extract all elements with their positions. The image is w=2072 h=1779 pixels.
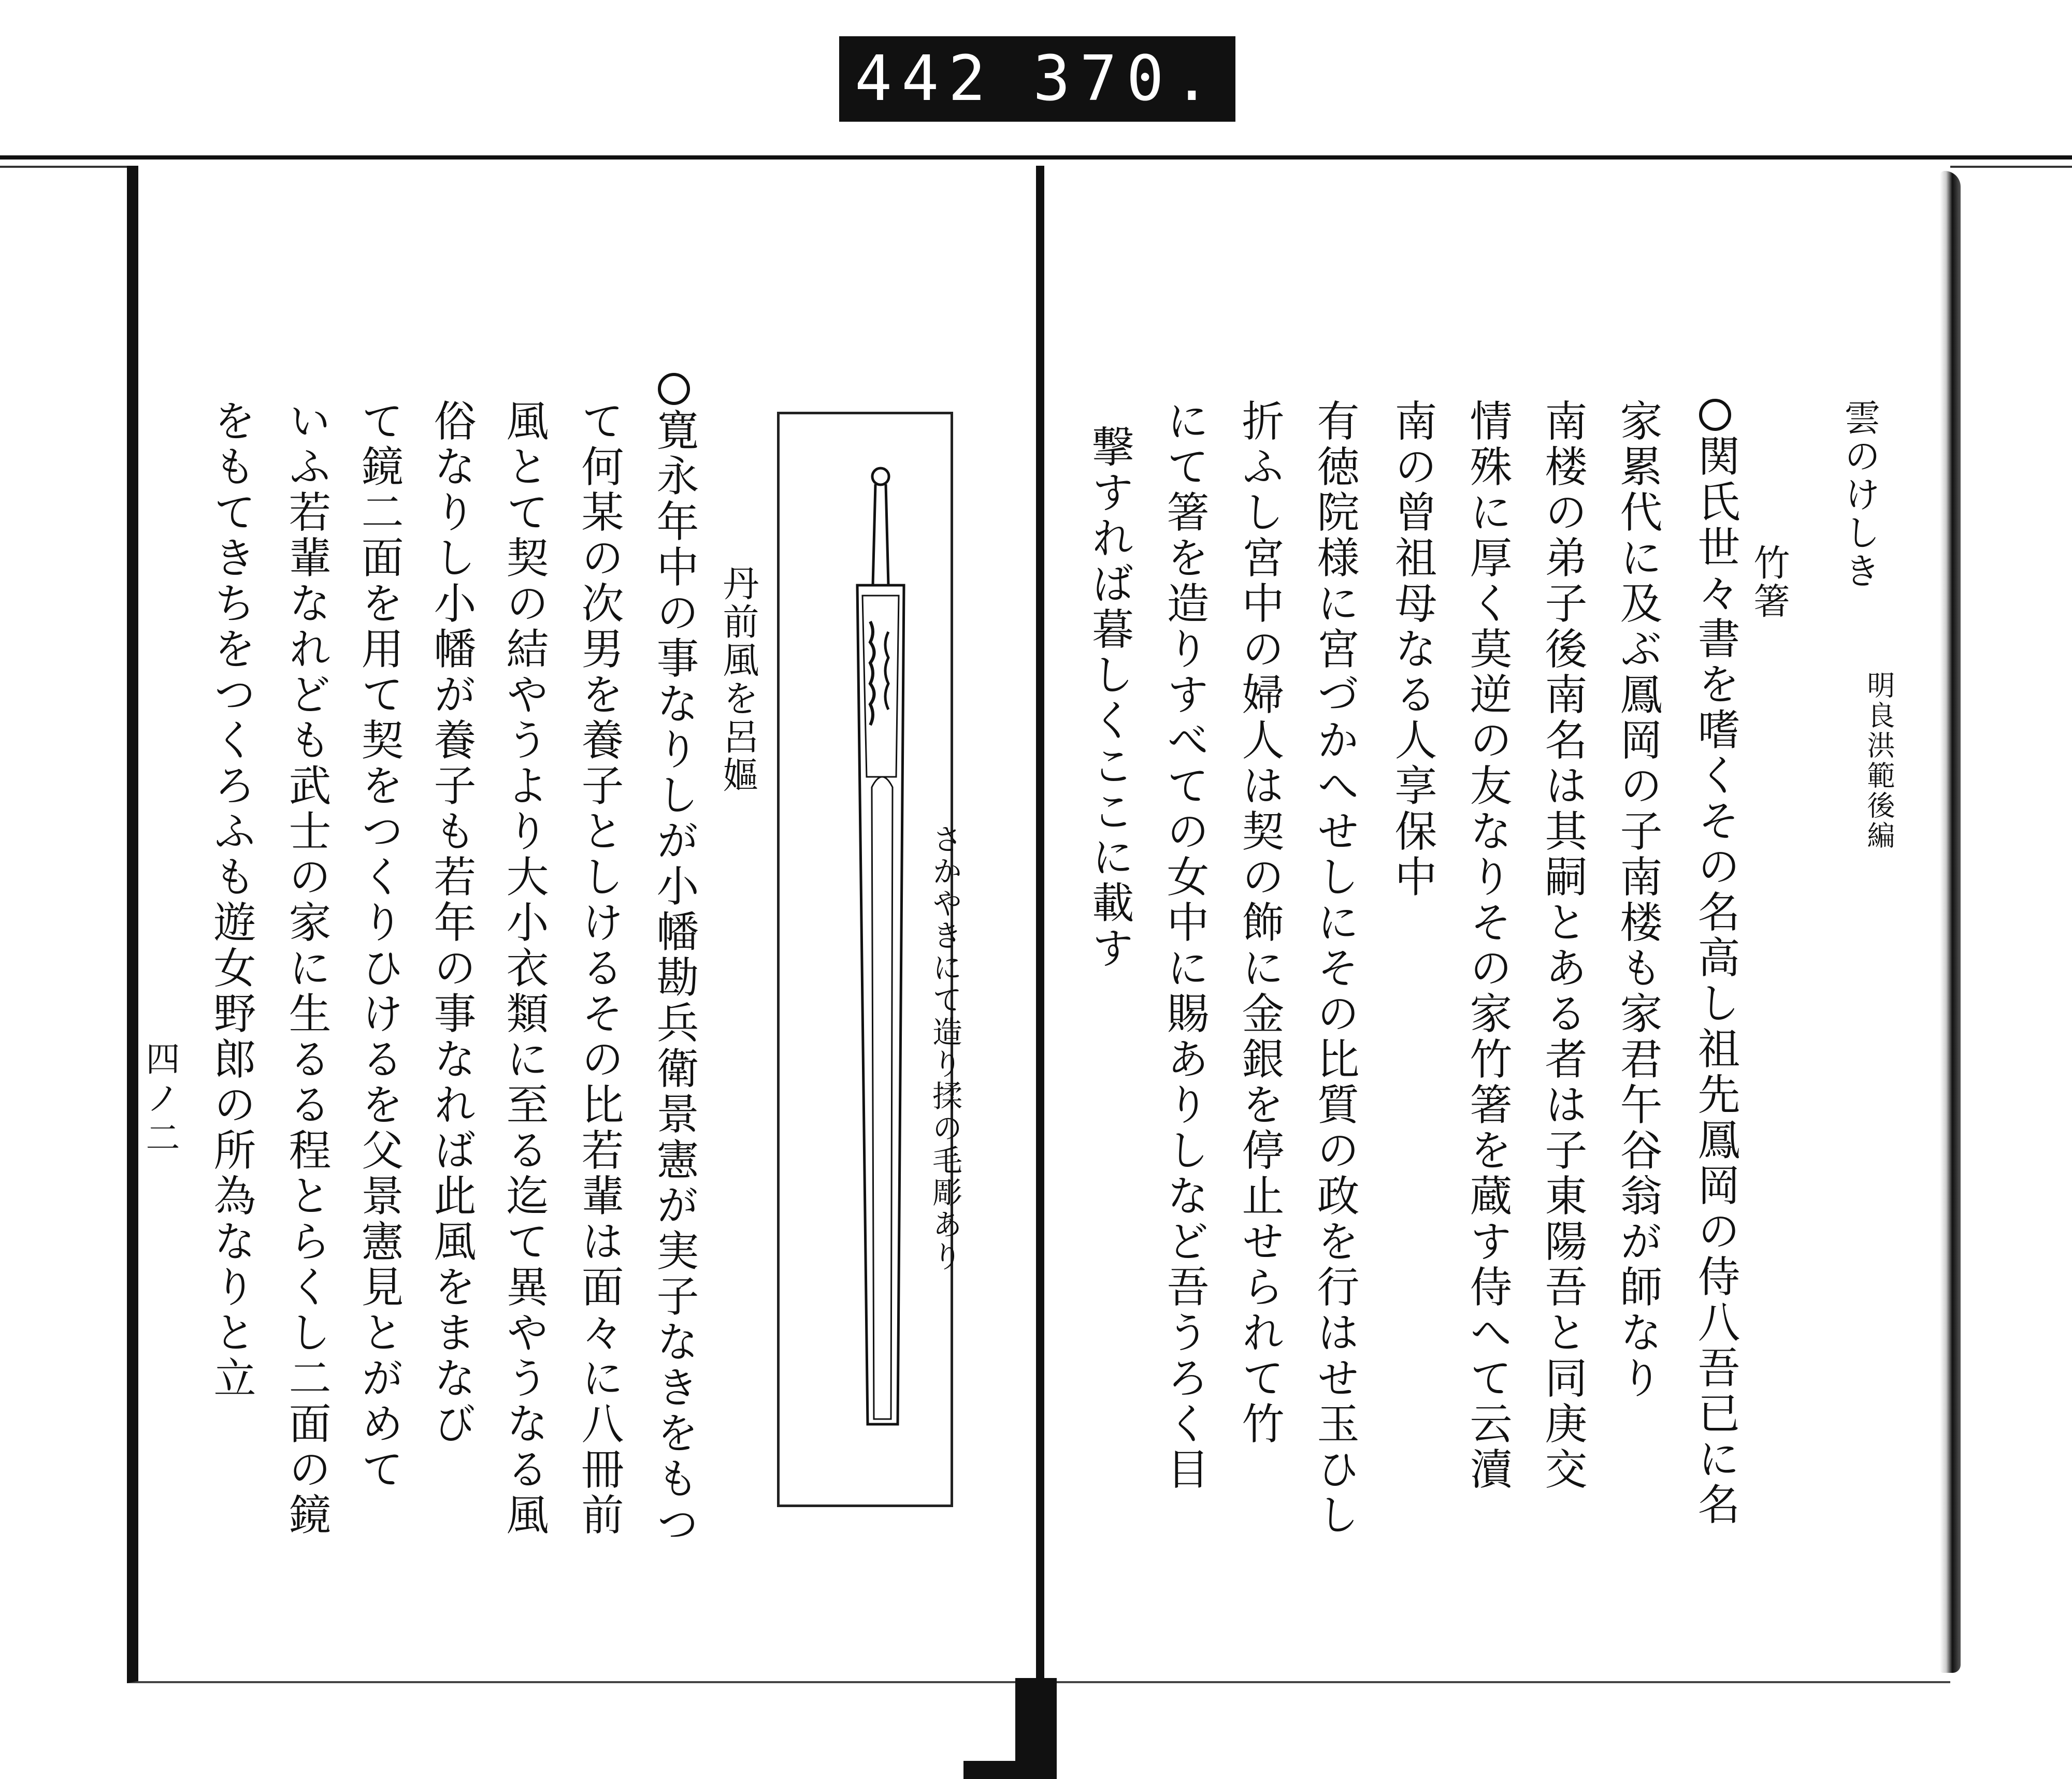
left-text-column-5: て鏡二面を用て契をつくりひけるを父景憲見とがめて xyxy=(354,399,404,1493)
left-text-column-7: をもてきちをつくろふも遊女野郎の所為なりと立 xyxy=(207,399,256,1401)
book-fore-edge xyxy=(1940,171,1961,1673)
left-section-title: 丹前風を呂嫗 xyxy=(717,565,759,794)
right-text-column-2: 家累代に及ぶ鳳岡の子南楼も家君午谷翁が師なり xyxy=(1613,399,1662,1401)
right-text-column-6: 有徳院様に宮づかへせしにその比質の政を行はせ玉ひし xyxy=(1310,399,1359,1538)
gutter-base-step xyxy=(963,1761,1057,1779)
right-text-column-3: 南楼の弟子後南名は其嗣とある者は子東陽吾と同庚交 xyxy=(1538,399,1587,1493)
counter-left-number: 442 xyxy=(855,43,995,115)
right-text-column-4: 情殊に厚く莫逆の友なりその家竹箸を蔵す侍へて云瀆 xyxy=(1463,399,1512,1493)
section-circle-mark xyxy=(1699,399,1731,431)
right-text-column-7: 折ふし宮中の婦人は契の飾に金銀を停止せられて竹 xyxy=(1235,399,1284,1447)
right-section-title: 竹箸 xyxy=(1748,544,1790,620)
archive-counter-label xyxy=(839,36,1235,122)
counter-right-number: 370. xyxy=(1033,43,1220,115)
left-text-column-2: て何某の次男を養子としけるその比若輩は面々に八冊前 xyxy=(574,399,624,1538)
scan-frame-line xyxy=(0,155,2072,160)
book-gutter xyxy=(1036,166,1044,1688)
author-line: 明良洪範後編 xyxy=(1863,671,1895,851)
right-text-column-1: 関氏世々書を嗜くその名高し祖先鳳岡の侍八吾已に名 xyxy=(1694,399,1736,1528)
section-circle-mark xyxy=(658,373,690,405)
page-number: 四ノ二 xyxy=(140,1041,180,1159)
left-text-column-1: 寛永年中の事なりしが小幡勘兵衛景憲が実子なきをもつ xyxy=(653,373,695,1547)
right-text-column-9: 撃すれば暮しくここに載す xyxy=(1085,425,1134,972)
right-text-column-8: にて箸を造りすべての女中に賜ありしなど吾うろく目 xyxy=(1160,399,1209,1493)
left-text-column-6: いふ若輩なれども武士の家に生るる程とらくし二面の鏡 xyxy=(282,399,331,1538)
illustration-caption: さかやきにて造り揉の毛彫あり xyxy=(927,823,962,1273)
book-title: 雲のけしき xyxy=(1838,399,1881,590)
left-text-column-4: 俗なりし小幡が養子も若年の事なれば此風をまなび xyxy=(427,399,476,1447)
right-text-column-5: 南の曾祖母なる人享保中 xyxy=(1388,399,1437,900)
left-text-column-3: 風とて契の結やうより大小衣類に至る迄て異やうなる風 xyxy=(499,399,549,1538)
tweezers-illustration xyxy=(777,412,953,1507)
